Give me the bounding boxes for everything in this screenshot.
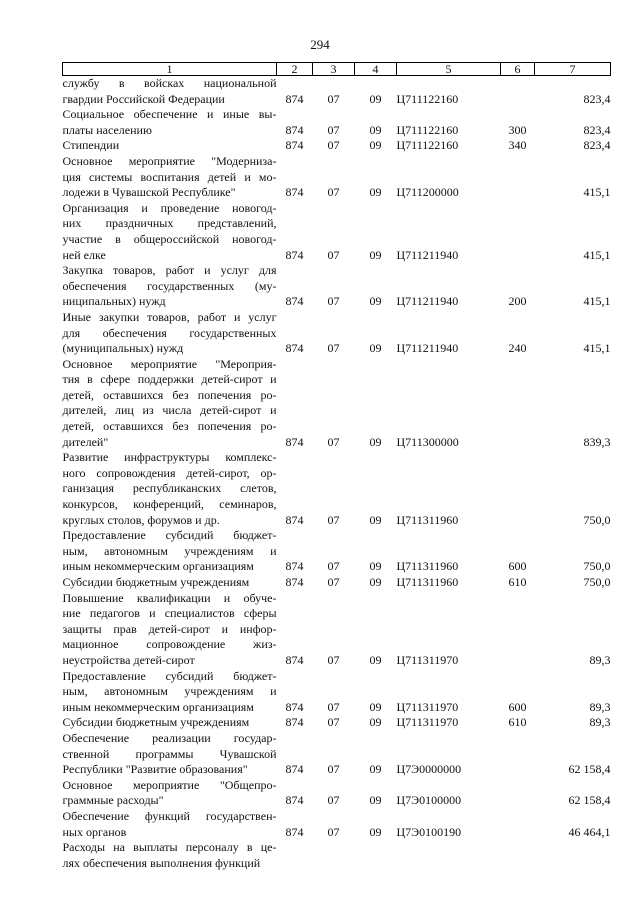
- subsection-code: 09: [369, 434, 382, 449]
- column-header-ministry: 2: [277, 63, 313, 76]
- subsection-code: 09: [369, 699, 382, 714]
- description-line: Основное мероприятие "Мероприя-: [62, 356, 277, 371]
- description-line: обеспечения государственных (му-: [62, 278, 277, 293]
- section-code: 07: [327, 699, 340, 714]
- description-line: иным некоммерческим организациям: [62, 559, 254, 574]
- subsection-code: 09: [369, 824, 382, 839]
- description-line: для обеспечения государственных: [62, 325, 277, 340]
- expense-type-code: [501, 840, 535, 871]
- description-line: ных органов: [62, 824, 127, 839]
- description-line: Основное мероприятие "Модерниза-: [62, 153, 277, 168]
- ministry-code: 874: [285, 91, 304, 106]
- description-line: Субсидии бюджетным учреждениям: [62, 715, 250, 730]
- section-code: 07: [327, 122, 340, 137]
- amount-value: 415,1: [583, 341, 611, 356]
- table-row: [63, 528, 611, 575]
- table-header-row: [63, 63, 611, 76]
- row-description: [63, 154, 277, 201]
- table-row: [63, 575, 611, 591]
- column-header-amount: 7: [535, 63, 611, 76]
- target-article-code: Ц711311970: [396, 699, 459, 714]
- ministry-code: 874: [285, 652, 304, 667]
- ministry-code: 874: [285, 699, 304, 714]
- target-article-code: Ц711122160: [396, 138, 459, 153]
- budget-table: [62, 62, 611, 871]
- target-article-code: Ц711311960: [396, 559, 459, 574]
- table-row: [63, 263, 611, 310]
- description-line: Организация и проведение новогод-: [62, 200, 277, 215]
- row-description: [63, 731, 277, 778]
- description-line: ниципальных) нужд: [62, 294, 166, 309]
- expense-type-code: 610: [508, 715, 527, 730]
- ministry-code: 874: [285, 341, 304, 356]
- section-code: 07: [327, 185, 340, 200]
- description-line: (муниципальных) нужд: [62, 341, 184, 356]
- amount-value: 839,3: [583, 434, 611, 449]
- ministry-code: 874: [285, 294, 304, 309]
- subsection-code: 09: [369, 512, 382, 527]
- subsection-code: 09: [369, 652, 382, 667]
- description-line: них праздничных представлений,: [62, 216, 277, 231]
- row-description: [63, 591, 277, 669]
- description-line: иным некоммерческим организациям: [62, 699, 254, 714]
- amount-value: 415,1: [583, 247, 611, 262]
- section-code: 07: [327, 559, 340, 574]
- target-article-code: Ц711311970: [396, 652, 459, 667]
- amount-value: 89,3: [589, 652, 611, 667]
- target-article-code: Ц711200000: [396, 185, 459, 200]
- amount-value: 415,1: [583, 185, 611, 200]
- ministry-code: 874: [285, 138, 304, 153]
- amount-value: 89,3: [589, 715, 611, 730]
- description-line: ние педагогов и специалистов сферы: [62, 606, 277, 621]
- section-code: 07: [327, 793, 340, 808]
- description-line: детей, оставшихся без попечения ро-: [62, 419, 277, 434]
- column-header-section: 3: [313, 63, 355, 76]
- column-header-target-article: 5: [397, 63, 501, 76]
- description-line: тия в сфере поддержки детей-сирот и: [62, 372, 277, 387]
- subsection-code: 09: [369, 91, 382, 106]
- description-line: детей, оставшихся без попечения ро-: [62, 387, 277, 402]
- column-header-name: 1: [63, 63, 277, 76]
- subsection-code: 09: [369, 762, 382, 777]
- amount-value: 750,0: [583, 559, 611, 574]
- row-description: [63, 310, 277, 357]
- target-article-code: Ц711211940: [396, 294, 459, 309]
- subsection-code: 09: [369, 715, 382, 730]
- ministry-code: 874: [285, 559, 304, 574]
- description-line: Основное мероприятие "Общепро-: [62, 777, 277, 792]
- ministry-code: 874: [285, 122, 304, 137]
- row-description: [63, 778, 277, 809]
- row-description: [63, 450, 277, 528]
- ministry-code: 874: [285, 793, 304, 808]
- table-row: [63, 809, 611, 840]
- expense-type-code: [501, 450, 535, 528]
- amount-value: 415,1: [583, 294, 611, 309]
- description-line: платы населению: [62, 122, 152, 137]
- description-line: ным, автономным учреждениям и: [62, 684, 277, 699]
- description-line: Стипендии: [62, 138, 120, 153]
- amount-value: 750,0: [583, 575, 611, 589]
- column-header-expense-type: 6: [501, 63, 535, 76]
- description-line: Предоставление субсидий бюджет-: [62, 668, 277, 683]
- description-line: лях обеспечения выполнения функций: [62, 855, 261, 870]
- description-line: защиты прав детей-сирот и инфор-: [62, 621, 277, 636]
- subsection-code: 09: [369, 559, 382, 574]
- target-article-code: Ц711311960: [396, 575, 459, 589]
- description-line: граммные расходы": [62, 793, 164, 808]
- amount-value: 750,0: [583, 512, 611, 527]
- row-description: [63, 669, 277, 716]
- description-line: службу в войсках национальной: [62, 76, 277, 90]
- target-article-code: Ц711211940: [396, 247, 459, 262]
- table-row: [63, 357, 611, 451]
- target-article-code: Ц711122160: [396, 91, 459, 106]
- description-line: мационное сопровождение жиз-: [62, 637, 277, 652]
- table-row: [63, 731, 611, 778]
- ministry-code: 874: [285, 185, 304, 200]
- ministry-code: 874: [285, 715, 304, 730]
- description-line: Предоставление субсидий бюджет-: [62, 528, 277, 543]
- description-line: ганизация республиканских слетов,: [62, 481, 277, 496]
- description-line: дителей": [62, 434, 109, 449]
- row-description: [63, 201, 277, 263]
- amount-value: 823,4: [583, 91, 611, 106]
- ministry-code: 874: [285, 575, 304, 589]
- amount-value: 62 158,4: [568, 793, 611, 808]
- description-line: круглых столов, форумов и др.: [62, 512, 220, 527]
- expense-type-code: [501, 154, 535, 201]
- target-article-code: Ц711211940: [396, 341, 459, 356]
- expense-type-code: [501, 809, 535, 840]
- table-row: [63, 310, 611, 357]
- subsection-code: 09: [369, 138, 382, 153]
- expense-type-code: [501, 76, 535, 108]
- ministry-code: 874: [285, 824, 304, 839]
- amount-value: 823,4: [583, 138, 611, 153]
- section-code: [313, 840, 355, 871]
- expense-type-code: [501, 731, 535, 778]
- expense-type-code: 200: [508, 294, 527, 309]
- expense-type-code: [501, 591, 535, 669]
- ministry-code: 874: [285, 762, 304, 777]
- row-description: [63, 840, 277, 871]
- row-description: [63, 357, 277, 451]
- row-description: [63, 107, 277, 138]
- section-code: 07: [327, 341, 340, 356]
- expense-type-code: 610: [508, 575, 527, 589]
- table-row: [63, 76, 611, 108]
- expense-type-code: [501, 201, 535, 263]
- amount-value: 46 464,1: [568, 824, 611, 839]
- section-code: 07: [327, 762, 340, 777]
- description-line: ным, автономным учреждениям и: [62, 543, 277, 558]
- description-line: Обеспечение реализации государ-: [62, 730, 277, 745]
- ministry-code: 874: [285, 512, 304, 527]
- table-row: [63, 154, 611, 201]
- description-line: Расходы на выплаты персоналу в це-: [62, 840, 277, 855]
- target-article-code: Ц711311960: [396, 512, 459, 527]
- table-row: [63, 138, 611, 154]
- section-code: 07: [327, 715, 340, 730]
- section-code: 07: [327, 247, 340, 262]
- subsection-code: 09: [369, 247, 382, 262]
- target-article-code: [397, 840, 501, 871]
- expense-type-code: 600: [508, 699, 527, 714]
- description-line: дителей, лиц из числа детей-сирот и: [62, 403, 277, 418]
- amount-value: [535, 840, 611, 871]
- subsection-code: 09: [369, 294, 382, 309]
- subsection-code: 09: [369, 341, 382, 356]
- description-line: Иные закупки товаров, работ и услуг: [62, 309, 277, 324]
- description-line: Закупка товаров, работ и услуг для: [62, 263, 277, 278]
- table-row: [63, 450, 611, 528]
- expense-type-code: 300: [508, 122, 527, 137]
- amount-value: 62 158,4: [568, 762, 611, 777]
- table-row: [63, 840, 611, 871]
- ministry-code: 874: [285, 434, 304, 449]
- section-code: 07: [327, 512, 340, 527]
- row-description: [63, 809, 277, 840]
- amount-value: 823,4: [583, 122, 611, 137]
- target-article-code: Ц7Э0100000: [396, 793, 462, 808]
- description-line: неустройства детей-сирот: [62, 652, 195, 667]
- expense-type-code: 600: [508, 559, 527, 574]
- section-code: 07: [327, 434, 340, 449]
- row-description: [63, 263, 277, 310]
- description-line: Социальное обеспечение и иные вы-: [62, 107, 277, 122]
- ministry-code: [277, 840, 313, 871]
- ministry-code: 874: [285, 247, 304, 262]
- subsection-code: 09: [369, 793, 382, 808]
- page-number: 294: [310, 37, 330, 52]
- target-article-code: Ц711300000: [396, 434, 459, 449]
- subsection-code: 09: [369, 185, 382, 200]
- target-article-code: Ц7Э0000000: [396, 762, 462, 777]
- table-row: [63, 201, 611, 263]
- row-description: [63, 575, 277, 591]
- table-row: [63, 107, 611, 138]
- description-line: ция системы воспитания детей и мо-: [62, 169, 277, 184]
- row-description: [63, 138, 277, 154]
- description-line: Развитие инфраструктуры комплекс-: [62, 450, 277, 465]
- description-line: ней елке: [62, 247, 106, 262]
- section-code: 07: [327, 652, 340, 667]
- target-article-code: Ц711122160: [396, 122, 459, 137]
- expense-type-code: [501, 778, 535, 809]
- table-row: [63, 591, 611, 669]
- expense-type-code: 340: [508, 138, 527, 153]
- description-line: Обеспечение функций государствен-: [62, 808, 277, 823]
- expense-type-code: 240: [508, 341, 527, 356]
- subsection-code: 09: [369, 575, 382, 589]
- amount-value: 89,3: [589, 699, 611, 714]
- subsection-code: [355, 840, 397, 871]
- description-line: гвардии Российской Федерации: [62, 91, 225, 106]
- section-code: 07: [327, 575, 340, 589]
- section-code: 07: [327, 294, 340, 309]
- table-row: [63, 778, 611, 809]
- section-code: 07: [327, 138, 340, 153]
- description-line: участие в общероссийской новогод-: [62, 231, 277, 246]
- expense-type-code: [501, 357, 535, 451]
- description-line: Повышение квалификации и обуче-: [62, 590, 277, 605]
- subsection-code: 09: [369, 122, 382, 137]
- target-article-code: Ц7Э0100190: [396, 824, 462, 839]
- table-row: [63, 715, 611, 731]
- target-article-code: Ц711311970: [396, 715, 459, 730]
- section-code: 07: [327, 91, 340, 106]
- section-code: 07: [327, 824, 340, 839]
- description-line: ного сопровождения детей-сирот, ор-: [62, 465, 277, 480]
- row-description: [63, 76, 277, 108]
- row-description: [63, 528, 277, 575]
- description-line: Республики "Развитие образования": [62, 762, 248, 777]
- description-line: лодежи в Чувашской Республике": [62, 185, 236, 200]
- table-row: [63, 669, 611, 716]
- description-line: ственной программы Чувашской: [62, 746, 277, 761]
- column-header-subsection: 4: [355, 63, 397, 76]
- description-line: конкурсов, конференций, семинаров,: [62, 497, 277, 512]
- description-line: Субсидии бюджетным учреждениям: [62, 575, 250, 589]
- row-description: [63, 715, 277, 731]
